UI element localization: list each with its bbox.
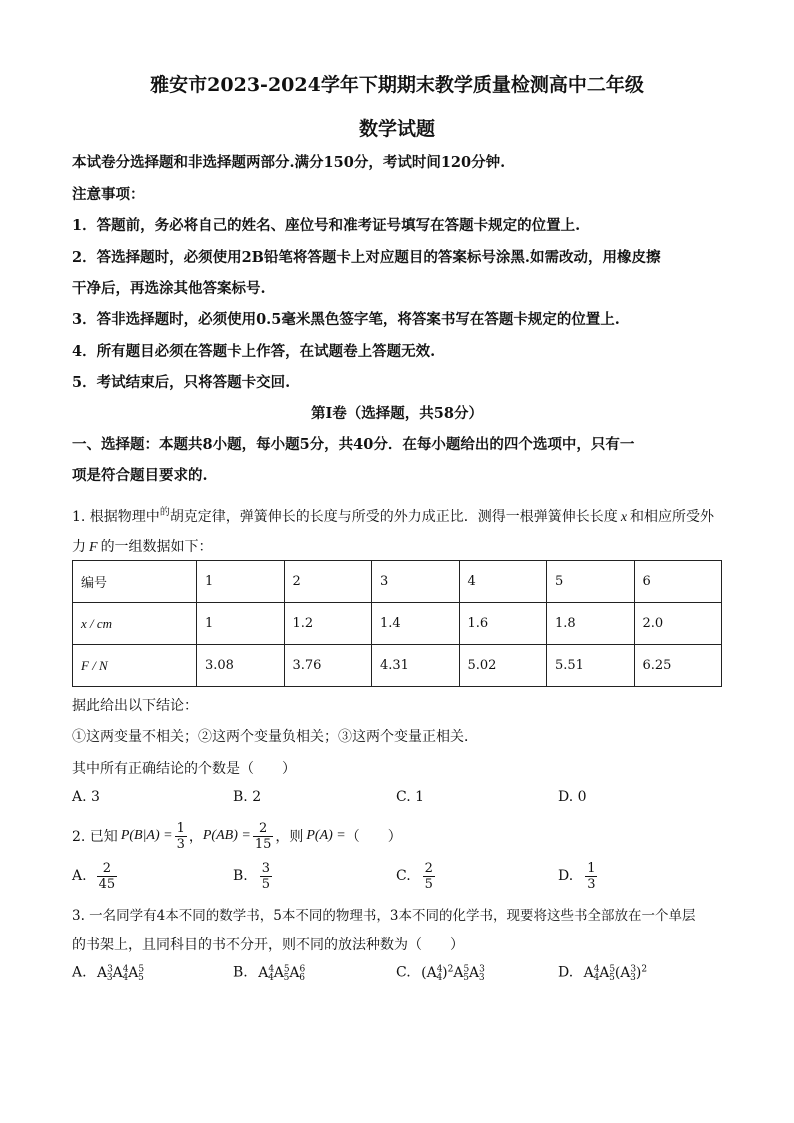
q1-after-3: 其中所有正确结论的个数是（ ）: [72, 761, 296, 777]
q2-frac-2: [253, 821, 274, 852]
part1-instructions-cont: 项是符合题目要求的.: [72, 467, 208, 484]
note-4: 4．所有题目必须在答题卡上作答，在试题卷上答题无效.: [72, 343, 436, 360]
note-5: 5．考试结束后，只将答题卡交回.: [72, 374, 291, 391]
q2-p-b-given-a: P(B|A) =: [120, 828, 173, 843]
q1-option-a: A. 3: [72, 789, 100, 805]
exam-title: 雅安市2023-2024学年下期期末教学质量检测高中二年级: [150, 74, 644, 96]
table-row: [73, 561, 722, 603]
table-cell: 1.2: [284, 603, 372, 645]
table-cell: 4: [459, 561, 547, 603]
table-cell: 1.4: [372, 603, 460, 645]
table-cell: 1: [197, 561, 285, 603]
q3-opt-c-expr: $(A^4_4)^2A^5_5A^3_3$: [421, 964, 485, 984]
q3-option-c: [396, 964, 485, 983]
table-cell: 6: [634, 561, 722, 603]
q1-text-a: 1. 根据物理中: [72, 509, 160, 525]
q2-opt-a-den: 45: [98, 876, 116, 892]
q2-paren: （ ）: [345, 829, 402, 845]
section-title: 第Ⅰ卷（选择题，共58分）: [311, 405, 483, 422]
table-cell: 3.08: [197, 645, 285, 687]
q3-option-a: [72, 964, 144, 983]
q2-opt-a-num: 2: [97, 861, 118, 877]
table-cell: 4.31: [372, 645, 460, 687]
q3-opt-b-label: B.: [233, 964, 248, 981]
q2-opt-c-frac: [423, 861, 435, 892]
q2-prefix: 2. 已知: [72, 829, 118, 845]
q1-text-b: 的: [159, 507, 170, 518]
q1-text-f: 的一组数据如下：: [100, 539, 213, 555]
q3-opt-d-expr: $A^4_4A^5_5(A^3_3)^2$: [583, 964, 648, 984]
q2-opt-d-den: 3: [587, 876, 596, 892]
subject-title: 数学试题: [358, 118, 435, 140]
q2-p-a: P(A) =: [306, 828, 346, 843]
note-2: 2．答选择题时，必须使用2B铅笔将答题卡上对应题目的答案标号涂黑.如需改动，用橡皮擦: [72, 249, 661, 266]
table-cell: 1.8: [547, 603, 635, 645]
row-label-id: 编号: [73, 561, 197, 603]
q1-text-e: 力: [72, 539, 86, 555]
note-1: 1．答题前，务必将自己的姓名、座位号和准考证号填写在答题卡规定的位置上.: [72, 217, 581, 234]
q1-after-2: ①这两变量不相关；②这两个变量负相关；③这两个变量正相关．: [72, 729, 478, 745]
q2-opt-b-frac: [260, 861, 272, 892]
q1-option-c: C. 1: [396, 789, 425, 805]
table-cell: 5.51: [547, 645, 635, 687]
q2-frac-2-num: 2: [253, 821, 274, 837]
q3-opt-d-label: D.: [558, 964, 574, 981]
q1-text-c: 胡克定律，弹簧伸长的长度与所受的外力成正比．测得一根弹簧伸长长度: [169, 509, 618, 525]
q2-frac-2-den: 15: [254, 836, 272, 852]
q2-frac-1: [175, 821, 187, 852]
table-cell: 5.02: [459, 645, 547, 687]
q3-line2: 的书架上，且同科目的书不分开，则不同的放法种数为（ ）: [72, 937, 464, 953]
table-cell: 3: [372, 561, 460, 603]
q1-option-b: B. 2: [233, 789, 262, 805]
q1-line1: [72, 503, 714, 526]
row-label-x: x / cm: [73, 603, 197, 645]
q3-opt-a-expr: $A^3_3A^4_4A^5_5$: [97, 964, 145, 984]
q2-sep: ，: [188, 829, 203, 845]
q2-opt-c-label: C.: [396, 868, 411, 884]
table-cell: 1: [197, 603, 285, 645]
table-cell: 2.0: [634, 603, 722, 645]
table-cell: 2: [284, 561, 372, 603]
q2-frac-1-num: 1: [176, 820, 185, 836]
table-cell: 6.25: [634, 645, 722, 687]
notes-heading: 注意事项：: [72, 186, 145, 203]
q2-ask: ，则: [275, 829, 304, 845]
q2-opt-a-label: A.: [72, 868, 87, 884]
q3-option-b: [233, 964, 305, 983]
q2-opt-d-label: D.: [558, 868, 574, 884]
q1-text-d: 和相应所受外: [630, 509, 715, 525]
table-row: [73, 645, 722, 687]
q2-opt-d-num: 1: [587, 860, 596, 876]
q2-opt-a-frac: [97, 861, 118, 892]
q3-line1: 3. 一名同学有4本不同的数学书，5本不同的物理书，3本不同的化学书，现要将这些书全部放在一个单层: [72, 908, 696, 924]
q2-option-a: [72, 856, 119, 896]
q2-opt-b-label: B.: [233, 868, 248, 884]
table-cell: 5: [547, 561, 635, 603]
q3-opt-a-label: A.: [72, 964, 87, 981]
q1-line2: [72, 536, 213, 556]
table-cell: 1.6: [459, 603, 547, 645]
q2-option-b: [233, 856, 274, 896]
q2-opt-c-num: 2: [424, 860, 433, 876]
q1-var-F: F: [89, 540, 98, 555]
q2-option-d: [558, 856, 599, 896]
q2-opt-b-den: 5: [261, 876, 271, 892]
q1-option-d: D. 0: [558, 789, 587, 805]
part1-instructions: 一、选择题：本题共8小题，每小题5分，共40分．在每小题给出的四个选项中，只有一: [72, 436, 635, 453]
table-cell: 3.76: [284, 645, 372, 687]
q1-after-1: 据此给出以下结论：: [72, 698, 198, 714]
q2-frac-1-den: 3: [176, 836, 185, 852]
q1-var-x: x: [620, 510, 628, 525]
table-row: [73, 603, 722, 645]
q3-opt-b-expr: $A^4_4A^5_5A^6_6$: [258, 964, 306, 984]
q3-option-d: [558, 964, 647, 983]
note-3: 3．答非选择题时，必须使用0.5毫米黑色签字笔，将答案书写在答题卡规定的位置上.: [72, 311, 620, 328]
q3-opt-c-label: C.: [396, 964, 411, 981]
note-2-cont: 干净后，再选涂其他答案标号.: [72, 280, 266, 297]
q2-opt-c-den: 5: [424, 876, 433, 892]
q2-p-ab: P(AB) =: [202, 828, 251, 843]
q2-opt-d-frac: [585, 861, 597, 892]
q1-data-table: [72, 560, 722, 687]
q2-opt-b-num: 3: [261, 860, 271, 876]
intro-text: 本试卷分选择题和非选择题两部分.满分150分，考试时间120分钟.: [72, 154, 506, 171]
row-label-F: F / N: [73, 645, 197, 687]
q2-stem: [72, 816, 402, 856]
q2-option-c: [396, 856, 437, 896]
